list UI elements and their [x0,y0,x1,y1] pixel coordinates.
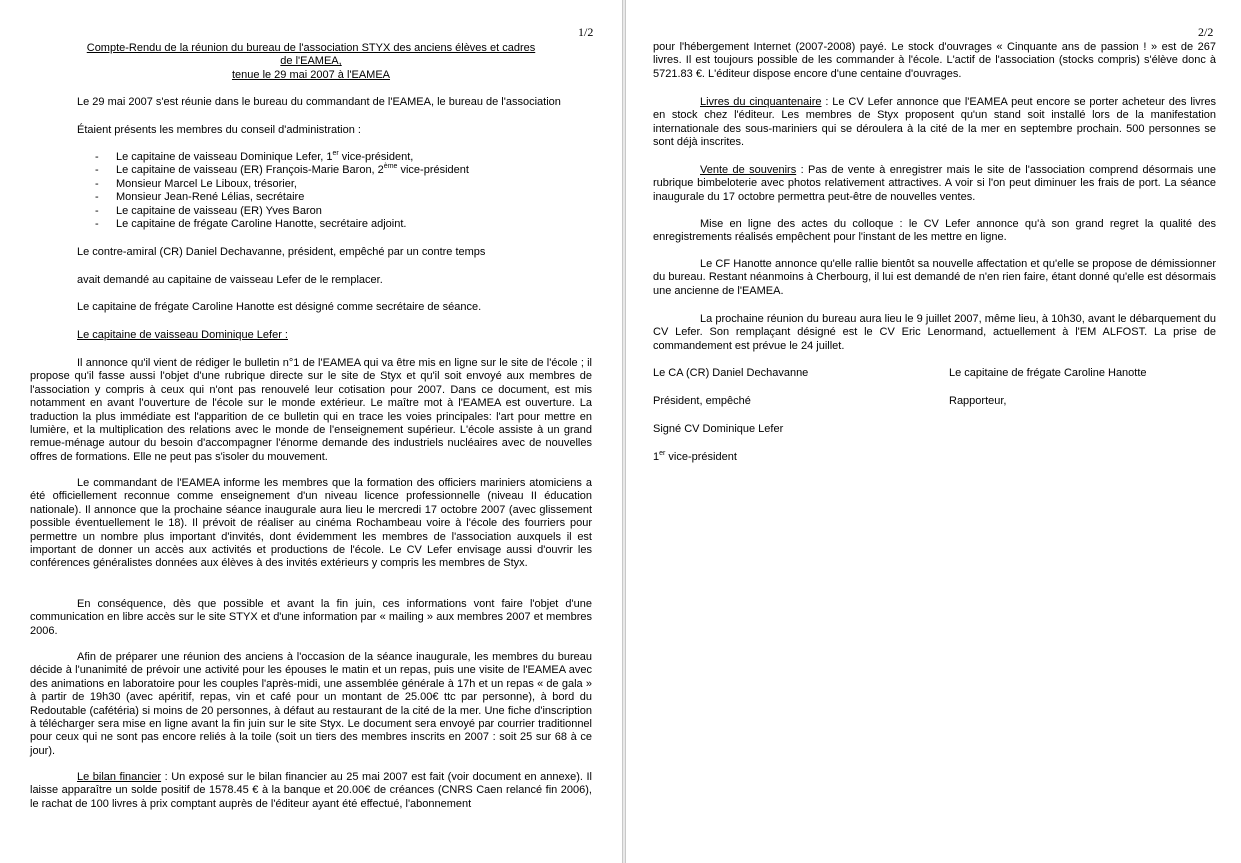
paragraph-livres [653,96,1216,150]
signature-left-role: Président, empêché [653,395,751,407]
paragraph-prochaine [653,313,1216,353]
member-text: Le capitaine de vaisseau (ER) François-Marie Baron, 2 [116,164,384,177]
bilan-label: Le bilan financier [77,771,162,783]
page-number: 2/2 [1198,25,1214,39]
present-label-text: Étaient présents les membres du conseil d'administration : [77,124,361,136]
member-item [78,205,598,218]
intro-text [30,96,592,109]
document-page-2 [626,0,1241,863]
member-sup: ème [383,163,398,171]
member-text: Le capitaine de frégate Caroline Hanotte, secrétaire adjoint. [116,218,407,231]
paragraph-vente [653,164,1216,204]
present-label [30,124,592,137]
member-sup: er [332,150,339,157]
member-item [78,178,598,191]
member-tail: vice-président [397,164,469,177]
absent-text-2: avait demandé au capitaine de vaisseau Lefer de le remplacer. [77,274,383,286]
member-text: Monsieur Jean-René Lélias, secrétaire [116,191,305,204]
paragraph-text [653,96,1216,150]
paragraph-text [30,771,592,811]
page-number: 1/2 [578,25,594,39]
sig-sup: er [659,450,666,457]
paragraph-text: Le commandant de l'EAMEA informe les membres que la formation des officiers mariniers atomiciens a été officiellement reconnue comme enseignement d'un niveau licence professionnelle (niveau II éducation nationale). Il annonce que la prochaine séance inaugurale aura lieu le mercredi 17 octobre 2007 (avec glissement possible éventuellement le 18). Il prévoit de réaliser au cinéma Rochambeau voire à l'école des fourriers pour permettre un nombre plus important d'invités, dont évidemment les membres de l'association auxquels il est important de donner un accès aux activités et productions de l'école. Le CV Lefer envisage aussi d'ouvrir les conférences généralistes données aux élèves à des invités extérieurs y compris les membres de Styx. [30,477,592,570]
member-text: Monsieur Marcel Le Liboux, trésorier, [116,177,297,190]
intro-paragraph: Le 29 mai 2007 s'est réunie dans le bureau du commandant de l'EAMEA, le bureau de l'association [77,96,561,108]
paragraph-reunion [30,651,592,758]
bilan-text: : Un exposé sur le bilan financier au 25 mai 2007 est fait (voir document en annexe). Il laisse apparaître un solde positif de 1578.45 € à la banque et 20.00€ de créances (CNRS Caen relancé fin 2006), le rachat de 100 livres à prix comptant auprès de l'éditeur ayant été effectué, l'abonnement [30,771,593,810]
vente-text: : Pas de vente à enregistrer mais le site de l'association comprend désormais une rubrique bimbeloterie avec photos relativement attractives. A voir si l'on peut diminuer les frais de port. La séance inaugurale du 17 octobre permettra peut-être de nouvelles ventes. [653,164,1216,203]
member-item [78,218,598,231]
member-tail: vice-président, [338,151,414,163]
section-heading [30,329,592,342]
paragraph-text: La prochaine réunion du bureau aura lieu le 9 juillet 2007, même lieu, à 10h30, avant le débarquement du CV Lefer. Son remplaçant désigné est le CV Eric Lenormand, actuellement à l'EM ALFOST. La prise de commandement est prévue le 24 juillet. [653,313,1216,352]
sig-prefix: 1 [653,451,660,463]
member-text: Le capitaine de vaisseau (ER) Yves Baron [116,204,322,217]
paragraph-text: En conséquence, dès que possible et avant la fin juin, ces informations vont faire l'objet d'une communication en libre accès sur le site STYX et d'une information par « mailing » aux membres 2007 et membres 2006. [30,598,592,637]
members-list [78,151,598,231]
member-item [78,164,598,177]
title-line: de l'EAMEA, [280,55,342,68]
signature-right-name: Le capitaine de frégate Caroline Hanotte [949,367,1147,379]
paragraph-text: Mise en ligne des actes du colloque : le CV Lefer annonce qu'à son grand regret la qualité des enregistrements réalisés empêchent pour l'instant de les mettre en ligne. [653,218,1216,244]
signature-right-role: Rapporteur, [949,395,1007,407]
paragraph-hebergement [653,41,1216,81]
paragraph-consequence [30,598,592,638]
livres-text: : Le CV Lefer annonce que l'EAMEA peut encore se porter acheteur des livres en stock chez l'éditeur. Les membres de Styx proposent qu'un stand soit installé lors de la manifestation internationale des sous-mariniers qui se déroulera à la cité de la mer en septembre prochain. 500 personnes se sont déjà inscrites. [653,96,1217,149]
paragraph-text: pour l'hébergement Internet (2007-2008) payé. Le stock d'ouvrages « Cinquante ans de passion ! » est de 267 livres. Il est toujours possible de les commander à l'école. L'actif de l'association (stocks compris) s'élève donc à 5721.83 €. L'éditeur dispose encore d'une centaine d'ouvrages. [653,41,1216,80]
secretary-text: Le capitaine de frégate Caroline Hanotte est désigné comme secrétaire de séance. [77,301,482,313]
paragraph-bulletin [30,357,592,464]
paragraph-commandant [30,477,592,571]
member-item [78,151,598,164]
paragraph-hanotte [653,258,1216,298]
paragraph-bilan [30,771,592,811]
paragraph-text: Le CF Hanotte annonce qu'elle rallie bientôt sa nouvelle affectation et qu'elle se propose de démissionner du bureau. Restant néanmoins à Cherbourg, il lui est demandé de n'en rien faire, étant donné qu'elle est désormais une ancienne de l'EAMEA. [653,258,1216,297]
absent-line-2 [30,274,592,287]
member-list [78,151,598,231]
livres-label: Livres du cinquantenaire [700,96,822,108]
sig-suffix: vice-président [665,451,737,463]
absent-line [30,246,592,259]
paragraph-text: Afin de préparer une réunion des anciens à l'occasion de la séance inaugurale, les membres du bureau décide à l'unanimité de prévoir une activité pour les épouses le matin et un repas, puis une visite de l'EAMEA avec des animations en laboratoire pour les couples l'après-midi, une assemblée générale à 17h et un repas « de gala » à partir de 19h30 (avec apéritif, repas, vin et café pour un montant de 25.00€ ttc par personne), à bord du Redoutable (cafétéria) si moins de 20 personnes, à défaut au restaurant de la cité de la mer. Une fiche d'inscription à télécharger sera mise en ligne avant la fin juin sur le site Styx. Le document sera envoyé par courrier traditionnel pour ceux qui ne sont pas encore reliés à la toile (soit un tiers des membres inscrits en 2007 : soit 25 sur 68 à ce jour). [30,651,592,757]
signature-left-title [653,451,737,464]
section-heading-text: Le capitaine de vaisseau Dominique Lefer : [77,329,288,341]
signature-left-name: Le CA (CR) Daniel Dechavanne [653,367,809,379]
member-item [78,191,598,204]
title-line: tenue le 29 mai 2007 à l'EAMEA [231,68,391,81]
secretary-line [30,301,592,314]
member-text: Le capitaine de vaisseau Dominique Lefer, 1 [116,151,333,163]
paragraph-text: Il annonce qu'il vient de rédiger le bulletin n°1 de l'EAMEA qui va être mis en ligne sur le site de l'école ; il propose qu'il fasse aussi l'objet d'une rubrique directe sur le site de Styx et qu'il soit envoyé aux membres de l'association y compris à ceux qui n'ont pas renouvelé leur cotisation pour 2007. Dans ce document, est mis notamment en avant l'ouverture de l'école sur le monde extérieur. Le maître mot à l'EAMEA est ouverture. La traduction la plus immédiate est l'apparition de ce bulletin qui en trace les voies principales: l'art pour mettre en lumière, et la multiplication des relations avec le monde de l'enseignement supérieur. L'école assiste à un grand remue-ménage autour du besoin d'accompagner l'énorme demande des industriels nucléaires avec de nouvelles offres de formations. Elle ne peut pas s'isoler du mouvement. [30,357,592,463]
signature-left-signed: Signé CV Dominique Lefer [653,423,784,435]
paragraph-colloque [653,218,1216,245]
title-line: Compte-Rendu de la réunion du bureau de l'association STYX des anciens élèves et cadres [86,42,536,54]
paragraph-text [653,164,1216,204]
absent-text: Le contre-amiral (CR) Daniel Dechavanne, président, empêché par un contre temps [77,246,486,258]
title-block [30,42,592,82]
vente-label: Vente de souvenirs [700,164,797,176]
